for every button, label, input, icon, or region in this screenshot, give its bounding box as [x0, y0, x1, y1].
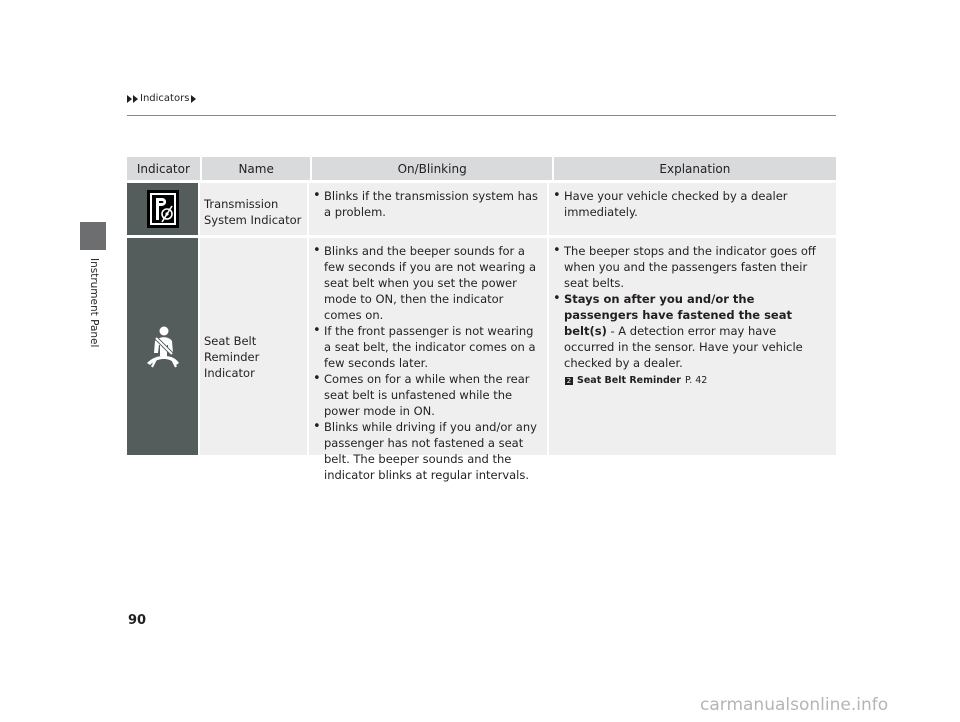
list-item: • Have your vehicle checked by a dealer immediately.	[553, 188, 828, 220]
breadcrumb	[127, 93, 197, 104]
list-item: • The beeper stops and the indicator goes off when you and the passengers fasten their seat belts.	[553, 243, 828, 291]
seat-belt-indicator-icon	[143, 326, 183, 368]
indicator-icon-cell	[127, 183, 200, 235]
header-indicator: Indicator	[127, 157, 202, 180]
list-item: • Blinks if the transmission system has a problem.	[313, 188, 543, 220]
header-divider	[127, 115, 836, 116]
header-explanation: Explanation	[659, 161, 731, 176]
on-blinking-cell	[309, 238, 549, 482]
condition-explanation: - A detection error may have occurred in the sensor. Have your vehicle checked by a dealer.	[564, 324, 803, 370]
header-on-blinking: On/Blinking	[312, 157, 553, 180]
list-item: • If the front passenger is not wearing a seat belt, the indicator comes on a few seconds later.	[313, 323, 543, 371]
transmission-system-indicator-icon	[146, 189, 180, 229]
table-row	[127, 183, 836, 235]
cross-reference-link[interactable]	[565, 373, 828, 389]
chapter-side-label: Instrument Panel	[88, 258, 100, 348]
reference-arrow-icon: 2	[566, 377, 572, 385]
list-item: • Blinks while driving if you and/or any passenger has not fastened a seat belt. The beeper sounds and the indicator blinks at regular intervals.	[313, 419, 543, 483]
explanation-cell	[549, 183, 832, 235]
bold-condition: Stays on after you and/or the passengers have fastened the seat belt(s)	[564, 292, 792, 338]
reference-page: P. 42	[684, 375, 708, 386]
reference-label: Seat Belt Reminder	[577, 375, 681, 386]
table-header	[127, 157, 836, 180]
chapter-tab-marker	[80, 222, 106, 250]
watermark: carmanualsonline.info	[700, 695, 889, 715]
list-item: • Blinks and the beeper sounds for a few seconds if you are not wearing a seat belt when you set the power mode to ON, then the indicator comes on.	[313, 243, 543, 323]
on-blinking-cell	[309, 183, 549, 235]
table-row	[127, 238, 836, 482]
list-item	[553, 291, 828, 371]
indicator-table	[127, 157, 836, 482]
breadcrumb-label: Indicators	[140, 93, 190, 104]
indicator-name: Transmission System Indicator	[200, 183, 309, 235]
breadcrumb-arrow-icon	[191, 95, 196, 103]
indicator-name: Seat Belt Reminder Indicator	[200, 238, 309, 455]
explanation-cell	[549, 238, 832, 455]
breadcrumb-arrow-icon	[127, 95, 132, 103]
header-name: Name	[202, 157, 313, 180]
indicator-icon-cell	[127, 238, 200, 455]
list-item: • Comes on for a while when the rear seat belt is unfastened while the power mode in ON.	[313, 371, 543, 419]
page-number: 90	[128, 613, 147, 628]
breadcrumb-arrow-icon	[133, 95, 138, 103]
